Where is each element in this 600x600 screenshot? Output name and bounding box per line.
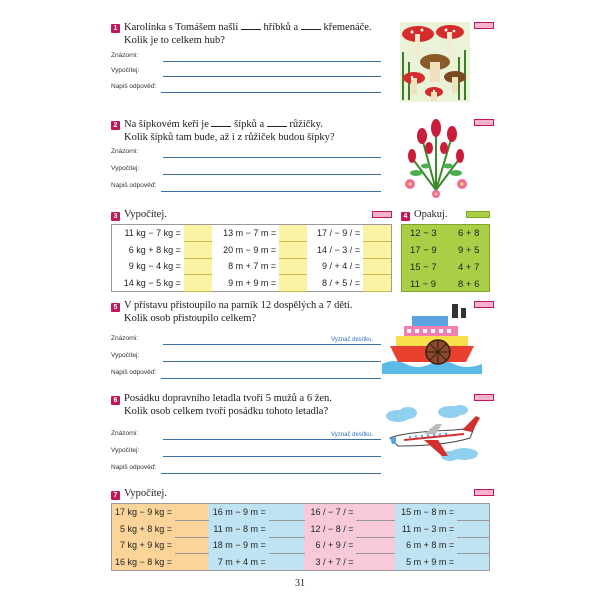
calculate-line[interactable]: Vypočítej: [111, 447, 381, 459]
draw-line[interactable]: Znázorni: [111, 148, 381, 160]
answer-line[interactable]: Napiš odpověď: [111, 182, 381, 194]
answer-field[interactable] [184, 242, 212, 259]
equation: 16 kg − 8 kg = [115, 556, 173, 567]
task2-text-b: šípků a [234, 119, 265, 130]
equation: 6 m + 8 m = [406, 540, 455, 551]
task7-table [111, 503, 490, 571]
answer-blank[interactable] [211, 118, 231, 127]
answer-field[interactable] [279, 275, 307, 292]
answer-field[interactable] [356, 504, 395, 521]
equation: 9 kg − 4 kg = [128, 261, 181, 272]
equation: 3 / + 7 / = [315, 556, 354, 567]
equation: 16 m − 9 m = [212, 507, 266, 518]
equation: 8 m + 7 m = [228, 261, 277, 272]
equation: 9 m + 9 m = [228, 277, 277, 288]
answer-field[interactable] [457, 504, 489, 521]
task2-text-c: růžičky. [289, 119, 323, 130]
task4-title: Opakuj. [414, 209, 448, 220]
task-number-6: 6 [111, 396, 120, 405]
task5-question [124, 300, 394, 325]
airplane-illustration [384, 404, 484, 464]
answer-line[interactable]: Napiš odpověď: [111, 83, 381, 95]
equation: 8 / + 5 / = [321, 277, 360, 288]
task6-answer-lines [111, 430, 381, 476]
equation: 13 m − 7 m = [223, 228, 277, 239]
answer-field[interactable] [457, 537, 489, 554]
task1-text-b: hříbků a [263, 22, 299, 33]
score-box[interactable] [474, 489, 494, 496]
answer-field[interactable] [457, 554, 489, 571]
answer-line[interactable]: Napiš odpověď: [111, 464, 381, 476]
task2-answer-lines [111, 148, 381, 194]
answer-field[interactable] [363, 225, 391, 242]
equation: 20 m − 9 m = [223, 244, 277, 255]
task1-text-d: Kolik je to celkem hub? [124, 34, 225, 46]
steamboat-illustration [382, 302, 482, 374]
hint-text: Vyznač desítku. [331, 432, 374, 438]
equation: 16 / − 7 / = [310, 507, 354, 518]
task5-text-b: Kolik osob přistoupilo celkem? [124, 312, 257, 324]
task4-table [401, 224, 490, 292]
task6-text-a: Posádku dopravního letadla tvoří 5 mužů a 6 žen. [124, 393, 332, 404]
task-number-2: 2 [111, 121, 120, 130]
equation: 14 / − 3 / = [316, 244, 360, 255]
expression: 17 − 9 [410, 245, 437, 256]
answer-field[interactable] [184, 275, 212, 292]
answer-field[interactable] [269, 537, 305, 554]
answer-field[interactable] [279, 225, 307, 242]
answer-field[interactable] [356, 554, 395, 571]
task2-text-a: Na šípkovém keři je [124, 119, 209, 130]
expression: 4 + 7 [458, 262, 480, 273]
task6-text-b: Kolik osob celkem tvoří posádku tohoto letadla? [124, 405, 329, 417]
task5-answer-lines [111, 335, 381, 381]
page-number: 31 [295, 578, 305, 589]
equation: 5 m + 9 m = [406, 556, 455, 567]
answer-field[interactable] [457, 521, 489, 538]
calculate-line[interactable]: Vypočítej: [111, 352, 381, 364]
score-box[interactable] [372, 211, 392, 218]
calculate-line[interactable]: Vypočítej: [111, 165, 381, 177]
equation: 18 m − 9 m = [212, 540, 266, 551]
task7-title: Vypočítej. [124, 488, 167, 499]
equation: 5 kg + 8 kg = [120, 523, 173, 534]
answer-field[interactable] [269, 554, 305, 571]
task3-table [111, 224, 392, 292]
answer-field[interactable] [363, 242, 391, 259]
task-number-5: 5 [111, 303, 120, 312]
mushroom-illustration [400, 22, 470, 102]
answer-field[interactable] [279, 258, 307, 275]
answer-field[interactable] [175, 537, 209, 554]
task-number-4: 4 [401, 212, 410, 221]
answer-field[interactable] [175, 554, 209, 571]
answer-field[interactable] [184, 225, 212, 242]
answer-line[interactable]: Napiš odpověď: [111, 369, 381, 381]
task-number-3: 3 [111, 212, 120, 221]
answer-field[interactable] [279, 242, 307, 259]
answer-field[interactable] [184, 258, 212, 275]
expression: 6 + 8 [458, 228, 480, 239]
task6-question [124, 393, 394, 418]
equation: 6 kg + 8 kg = [128, 244, 181, 255]
score-box[interactable] [474, 119, 494, 126]
task-number-7: 7 [111, 491, 120, 500]
task1-answer-lines [111, 52, 381, 98]
equation: 7 m + 4 m = [217, 556, 266, 567]
task2-question [124, 118, 404, 144]
equation: 14 kg − 5 kg = [123, 277, 181, 288]
task1-text-a: Karolínka s Tomášem našli [124, 22, 239, 33]
answer-field[interactable] [356, 537, 395, 554]
equation: 9 / + 4 / = [321, 261, 360, 272]
equation: 6 / + 9 / = [315, 540, 354, 551]
answer-field[interactable] [175, 521, 209, 538]
draw-line[interactable]: Znázorni: [111, 335, 381, 347]
answer-blank[interactable] [301, 21, 321, 30]
answer-field[interactable] [356, 521, 395, 538]
answer-field[interactable] [175, 504, 209, 521]
equation: 17 kg − 9 kg = [115, 507, 173, 518]
answer-field[interactable] [363, 258, 391, 275]
equation: 11 m − 3 m = [401, 523, 455, 534]
draw-line[interactable]: Znázorni: [111, 430, 381, 442]
task3-title: Vypočítej. [124, 209, 167, 220]
score-box[interactable] [474, 394, 494, 401]
score-box[interactable] [466, 211, 490, 218]
expression: 15 − 7 [410, 262, 437, 273]
equation: 17 / − 9 / = [316, 228, 360, 239]
expression: 8 + 6 [458, 279, 480, 290]
draw-line[interactable]: Znázorni: [111, 52, 381, 64]
task1-question [124, 21, 404, 47]
expression: 12 − 3 [410, 228, 437, 239]
calculate-line[interactable]: Vypočítej: [111, 67, 381, 79]
answer-field[interactable] [269, 504, 305, 521]
equation: 7 kg + 9 kg = [120, 540, 173, 551]
score-box[interactable] [474, 22, 494, 29]
answer-blank[interactable] [241, 21, 261, 30]
rosehip-bush-illustration [402, 118, 470, 198]
equation: 11 m − 8 m = [213, 523, 266, 534]
equation: 11 kg − 7 kg = [124, 228, 181, 239]
expression: 9 + 5 [458, 245, 480, 256]
answer-blank[interactable] [267, 118, 287, 127]
equation: 15 m − 8 m = [401, 507, 455, 518]
hint-text: Vyznač desítku. [331, 337, 374, 343]
answer-field[interactable] [363, 275, 391, 292]
equation: 12 / − 8 / = [310, 523, 354, 534]
task5-text-a: V přístavu přistoupilo na parník 12 dospělých a 7 dětí. [124, 300, 353, 311]
answer-field[interactable] [269, 521, 305, 538]
expression: 11 − 9 [410, 279, 436, 290]
task1-text-c: křemenáče. [323, 22, 372, 33]
task2-text-d: Kolik šípků tam bude, až i z růžiček budou šípky? [124, 131, 335, 143]
task-number-1: 1 [111, 24, 120, 33]
